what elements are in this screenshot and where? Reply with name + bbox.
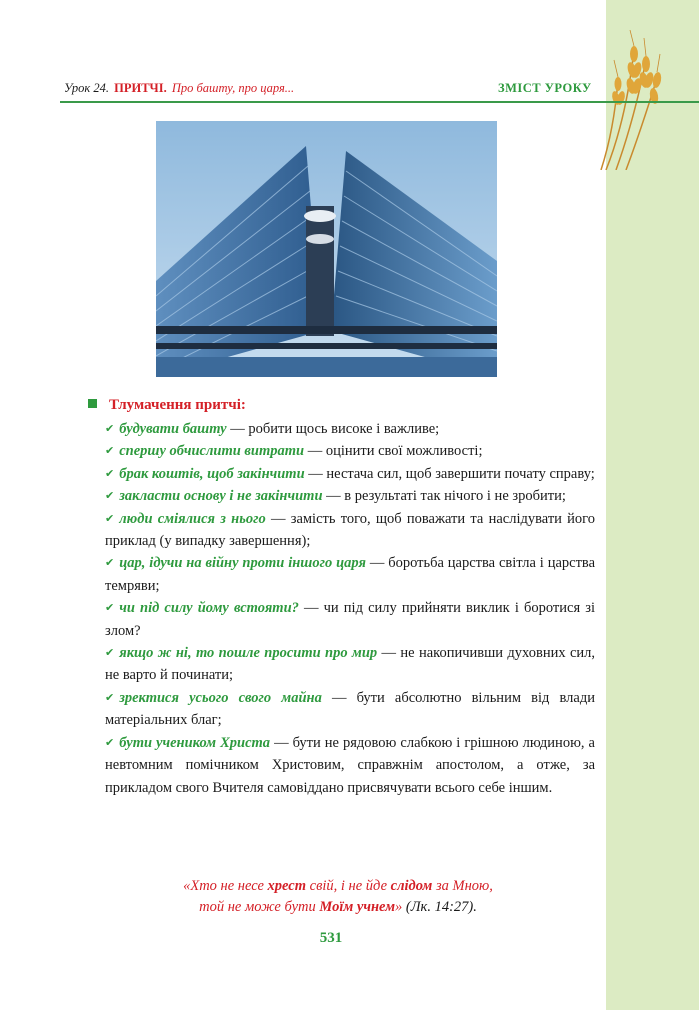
section-label: ЗМІСТ УРОКУ [498, 81, 592, 95]
item-text: — бути абсолютно вільним від влади матеріальних благ; [105, 689, 595, 729]
quote-text: «Хто не несе [183, 878, 268, 894]
item-text: — оцінити свої можливості; [304, 443, 483, 460]
quote-text: свій, і не йде [306, 878, 391, 894]
wheat-icon [596, 30, 666, 170]
section-title [88, 397, 246, 414]
quote-emphasis: Моїм учнем [319, 899, 396, 915]
green-square-icon [88, 399, 97, 408]
lesson-number: Урок 24. [64, 81, 110, 95]
list-item [105, 440, 595, 462]
skyscraper-photo [156, 121, 497, 377]
item-term: будувати башту [119, 421, 227, 437]
item-term: якщо ж ні, то пошле просити про мир [119, 645, 378, 662]
item-text: — нестача сил, щоб завершити почату справу; [304, 465, 595, 482]
list-item [105, 463, 595, 485]
section-title-text: Тлумачення притчі: [109, 397, 246, 413]
page-number: 531 [319, 930, 343, 946]
item-term: бути учеником Христа [119, 734, 271, 751]
green-checkmark-icon: ✔ [105, 557, 115, 570]
header-rule [60, 101, 699, 103]
bible-quote [88, 876, 588, 918]
green-checkmark-icon: ✔ [105, 647, 115, 660]
quote-emphasis: слідом [390, 878, 433, 894]
item-text: — робити щось високе і важливе; [226, 421, 440, 437]
list-item [105, 687, 595, 732]
item-text: — бути не рядовою слабкою і грішною людиною, а невтомним помічником Христовим, справжнім апостолом, а отже, за прикладом свого Вчителя самовіддано присвячувати всього себе іншим. [105, 734, 595, 796]
green-checkmark-icon: ✔ [105, 490, 115, 503]
green-checkmark-icon: ✔ [105, 445, 115, 458]
quote-text: за Мною, [432, 878, 493, 894]
running-header [64, 81, 294, 96]
list-item [105, 642, 595, 687]
item-term: цар, ідучи на війну проти іншого царя [119, 555, 366, 572]
quote-emphasis: хрест [267, 878, 307, 894]
item-text: — замість того, щоб поважати та наслідувати його приклад (у випадку завершення); [105, 510, 596, 550]
item-term: чи під силу йому встояти? [119, 600, 299, 617]
item-term: зректися усього свого майна [119, 689, 322, 706]
quote-text: той не може бути [199, 899, 320, 915]
green-checkmark-icon: ✔ [105, 602, 115, 615]
quote-text: » [395, 899, 403, 915]
list-item [105, 508, 595, 553]
green-checkmark-icon: ✔ [105, 423, 115, 435]
interpretation-list [105, 418, 595, 799]
item-term: люди сміялися з нього [119, 510, 266, 527]
list-item [105, 732, 595, 799]
list-item [105, 552, 595, 597]
lesson-subtitle: Про башту, про царя... [171, 81, 295, 95]
quote-reference: (Лк. 14:27). [402, 899, 477, 915]
item-text: — боротьба царства світла і царства темряви; [105, 555, 595, 594]
item-text: — в результаті так нічого і не зробити; [322, 488, 566, 505]
list-item [105, 485, 595, 507]
list-item [105, 418, 595, 440]
green-checkmark-icon: ✔ [105, 512, 115, 525]
green-checkmark-icon: ✔ [105, 467, 115, 480]
item-text: — не накопичивши духовних сил, не варто й починати; [105, 645, 595, 684]
item-term: спершу обчислити витрати [119, 443, 305, 460]
list-item [105, 597, 595, 642]
item-term: закласти основу і не закінчити [119, 488, 323, 505]
green-checkmark-icon: ✔ [105, 691, 115, 704]
item-term: брак коштів, щоб закінчити [119, 465, 305, 482]
green-checkmark-icon: ✔ [105, 736, 115, 749]
item-text: — чи під силу прийняти виклик і боротися зі злом? [105, 600, 595, 639]
lesson-genre: ПРИТЧІ. [114, 81, 167, 95]
